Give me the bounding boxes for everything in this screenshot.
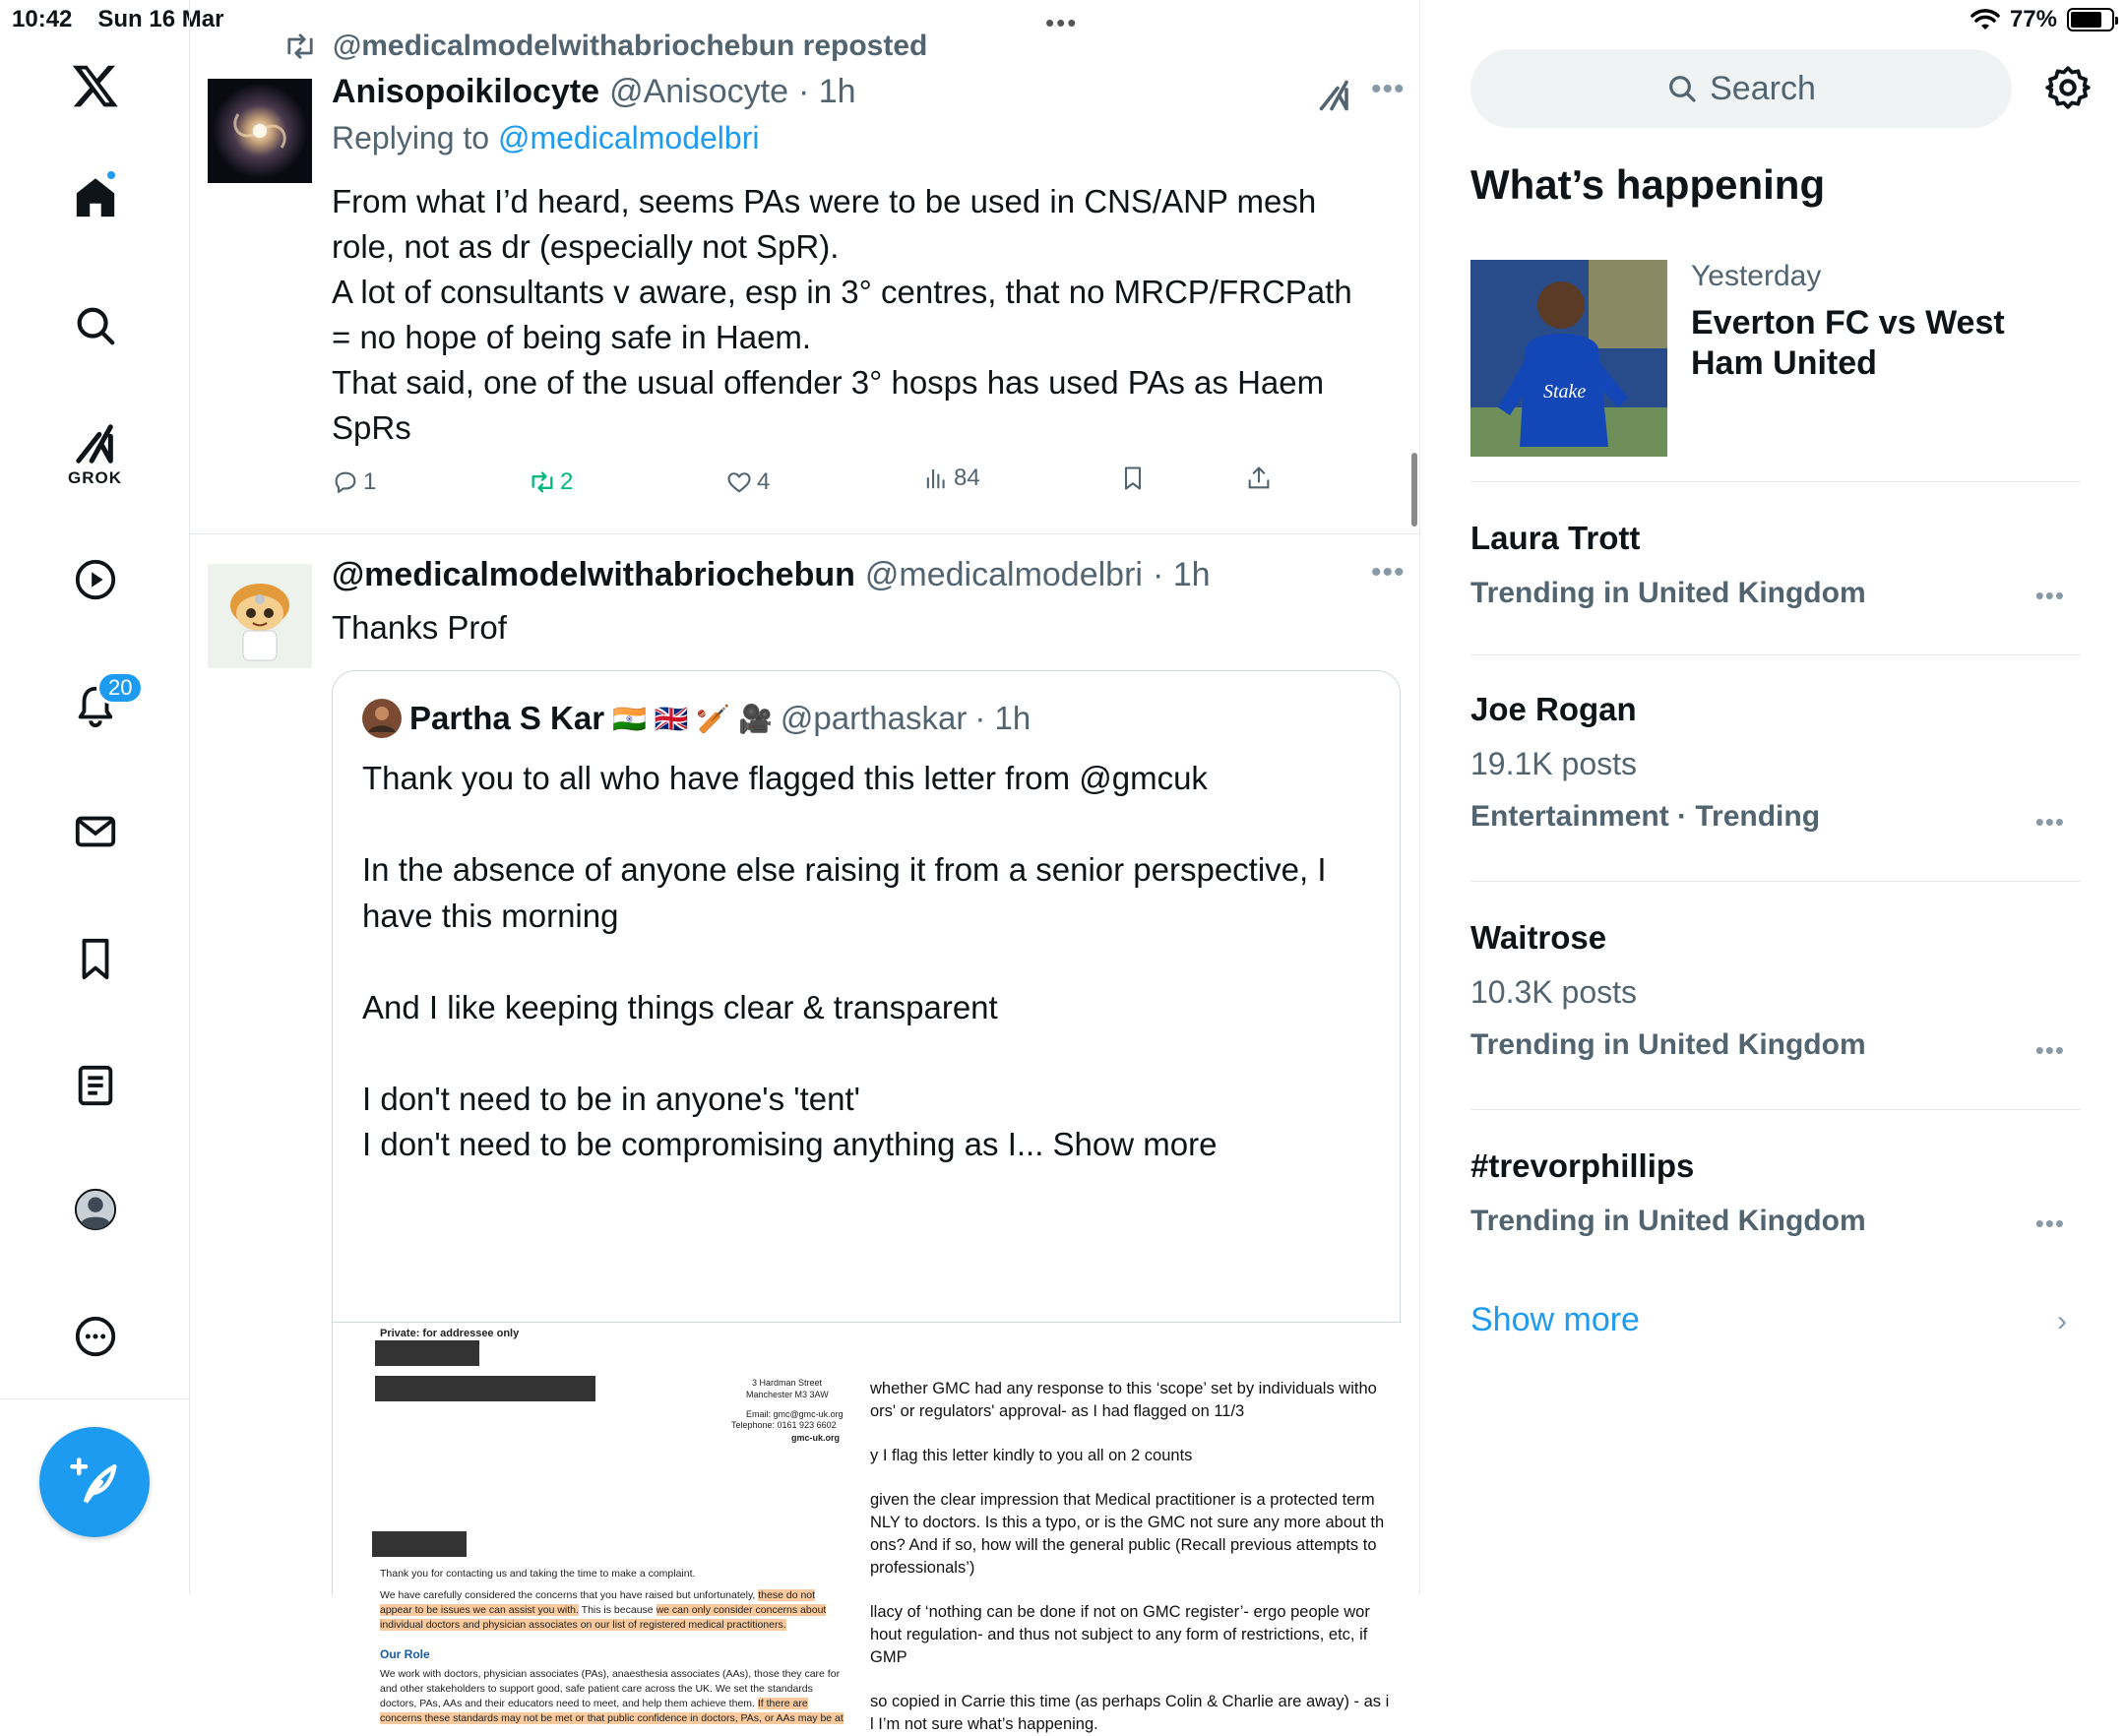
- grok-nav[interactable]: [0, 421, 190, 488]
- trend-name: Laura Trott: [1470, 520, 1641, 556]
- tweet-actions: [332, 465, 1316, 508]
- feed-scrollbar[interactable]: [1411, 453, 1417, 527]
- tweet-header: [332, 556, 1211, 594]
- trend-more-icon[interactable]: •••: [2034, 1209, 2065, 1238]
- grok-label: GROK: [68, 468, 122, 487]
- quote-body: Thank you to all who have flagged this letter from @gmcuk In the absence of anyone else raising it from a senior perspective, I have this morning And I like keeping things clear & transparent I don't need to be in anyone's 'tent' I don't need to be compromising anything as I...: [362, 760, 1327, 1162]
- quote-attached-image[interactable]: [333, 1322, 1402, 1733]
- bookmarks-icon[interactable]: [0, 936, 190, 981]
- note-line: llacy of ‘nothing can be done if not on GMC register’- ergo people wor: [870, 1603, 1370, 1621]
- trend-context: Trending in United Kingdom: [1470, 1205, 1866, 1237]
- repost-label: @medicalmodelwithabriochebun reposted: [333, 30, 928, 62]
- letter-address-2: Manchester M3 3AW: [746, 1390, 829, 1399]
- trend-posts: 19.1K posts: [1470, 746, 1637, 781]
- right-sidebar: [1421, 0, 2126, 1594]
- compose-post-button[interactable]: [39, 1427, 150, 1537]
- repost-count: 2: [560, 468, 574, 495]
- letter-address-1: 3 Hardman Street: [752, 1378, 823, 1388]
- replying-to: [332, 120, 759, 156]
- notes-image: [870, 1323, 1402, 1733]
- video-icon[interactable]: [0, 557, 190, 602]
- x-logo-icon[interactable]: [0, 61, 190, 110]
- note-line: so copied in Carrie this time (as perhaps Colin & Charlie are away) - as i: [870, 1693, 1390, 1710]
- trend-posts: 10.3K posts: [1470, 974, 1637, 1010]
- search-icon[interactable]: [0, 303, 190, 348]
- quote-author-handle[interactable]: @parthaskar: [780, 700, 968, 736]
- letter-para-3-line-1: We work with doctors, physician associates (PAs), anaesthesia associates (AAs), those they care for: [380, 1668, 841, 1680]
- messages-icon[interactable]: [0, 809, 190, 854]
- status-time: 10:42: [12, 6, 73, 32]
- grok-explain-icon[interactable]: [1317, 77, 1352, 114]
- letter-para-2-line-1: We have carefully considered the concerns that you have raised but unfortunately, these do not: [380, 1589, 816, 1601]
- quote-author-name[interactable]: Partha S Kar: [409, 700, 605, 736]
- show-more-trends-link[interactable]: Show more: [1470, 1301, 1640, 1338]
- tweet-medicalmodelbri[interactable]: [190, 534, 1420, 1733]
- letter-phone: Telephone: 0161 923 6602: [731, 1420, 837, 1430]
- trend-context: Trending in United Kingdom: [1470, 1028, 1866, 1061]
- note-line: NLY to doctors. Is this a typo, or is the GMC not sure any more about th: [870, 1514, 1385, 1531]
- avatar-parthaskar[interactable]: [362, 699, 402, 738]
- note-line: l I’m not sure what’s happening.: [870, 1715, 1098, 1733]
- share-button[interactable]: [1245, 465, 1273, 492]
- trend-item[interactable]: [1470, 520, 2081, 655]
- reply-count: 1: [363, 468, 377, 495]
- bookmark-icon: [1119, 465, 1147, 492]
- trend-name: Joe Rogan: [1470, 691, 1637, 727]
- quote-author-flags: 🇮🇳 🇬🇧 🏏 🎥: [612, 703, 773, 734]
- lists-icon[interactable]: [0, 1063, 190, 1108]
- letter-email: Email: gmc@gmc-uk.org: [746, 1409, 844, 1419]
- letter-web: gmc-uk.org: [791, 1433, 841, 1443]
- profile-icon[interactable]: [0, 1187, 190, 1232]
- repost-active-icon: [529, 468, 556, 496]
- note-line: ons? And if so, how will the general public (Recall previous attempts to: [870, 1536, 1377, 1554]
- tweet-more-icon[interactable]: •••: [1371, 556, 1406, 589]
- quote-text: [362, 756, 1366, 1168]
- trend-more-icon[interactable]: •••: [2034, 807, 2065, 837]
- note-line: professionals’): [870, 1559, 975, 1577]
- left-nav: [0, 0, 190, 1594]
- letter-para-1: Thank you for contacting us and taking the time to make a complaint.: [380, 1568, 696, 1580]
- featured-title: Everton FC vs West Ham United: [1691, 304, 2005, 382]
- trend-name: #trevorphillips: [1470, 1147, 1695, 1184]
- reply-icon: [332, 468, 359, 496]
- more-options-icon[interactable]: [0, 1314, 190, 1359]
- notifications-icon[interactable]: [0, 675, 190, 728]
- tweet-time: · 1h: [1152, 556, 1211, 593]
- note-line: hout regulation- and thus not subject to any form of restrictions, etc, if: [870, 1626, 1368, 1643]
- quoted-tweet[interactable]: [332, 670, 1401, 1733]
- tweet-more-icon[interactable]: •••: [1371, 73, 1406, 105]
- trend-item[interactable]: [1470, 919, 2081, 1110]
- trend-name: Waitrose: [1470, 919, 1607, 956]
- home-unread-dot: [107, 171, 115, 179]
- trend-item[interactable]: [1470, 1147, 2081, 1273]
- repost-button[interactable]: [529, 468, 573, 496]
- letter-para-2-line-3: individual doctors and physician associates on our list of registered medical practitioners.: [380, 1619, 786, 1631]
- search-placeholder: Search: [1710, 69, 1816, 107]
- view-count: 84: [954, 465, 980, 491]
- featured-meta: Yesterday: [1691, 260, 1822, 292]
- tweet-anisocyte[interactable]: [190, 0, 1420, 534]
- letter-para-3-line-4: concerns these standards may not be met or that public confidence in doctors, PAs, or AAs may be at: [380, 1712, 844, 1724]
- letter-role-heading: Our Role: [380, 1647, 430, 1661]
- quote-header: [362, 699, 1031, 738]
- trend-more-icon[interactable]: •••: [2034, 1035, 2065, 1065]
- replying-prefix: Replying to: [332, 120, 498, 155]
- featured-image: [1470, 260, 1667, 457]
- note-line: y I flag this letter kindly to you all on 2 counts: [870, 1447, 1193, 1464]
- redaction-bar: [375, 1340, 479, 1366]
- grok-icon: [73, 421, 118, 466]
- multitasking-dots-icon[interactable]: •••: [1045, 8, 1079, 37]
- redaction-bar: [375, 1376, 595, 1401]
- featured-trend[interactable]: [1470, 260, 2081, 482]
- trend-context: Entertainment · Trending: [1470, 800, 1821, 833]
- repost-header: [283, 30, 927, 63]
- author-name[interactable]: @medicalmodelwithabriochebun: [332, 556, 855, 593]
- reply-button[interactable]: [332, 468, 376, 496]
- nav-divider: [0, 1398, 190, 1399]
- share-icon: [1245, 465, 1273, 492]
- status-date: Sun 16 Mar: [97, 6, 224, 32]
- whats-happening-title: What’s happening: [1470, 161, 1826, 208]
- shirt-sponsor-text: Stake: [1543, 381, 1587, 403]
- show-more-link[interactable]: Show more: [1052, 1126, 1218, 1162]
- letter-para-3-line-2: and other stakeholders to support good, safe patient care across the UK. We set the standards: [380, 1683, 813, 1695]
- gmc-letter-image: [333, 1323, 864, 1724]
- repost-icon: [283, 32, 317, 60]
- trend-more-icon[interactable]: •••: [2034, 581, 2065, 610]
- timeline: [190, 0, 1420, 1733]
- chevron-right-icon: ›: [2057, 1305, 2067, 1337]
- search-icon: [1666, 73, 1698, 104]
- note-line: ors' or regulators' approval- as I had flagged on 11/3: [870, 1402, 1245, 1420]
- battery-percent: 77%: [2009, 6, 2057, 32]
- replying-to-link[interactable]: @medicalmodelbri: [497, 120, 760, 155]
- search-bar[interactable]: [1470, 49, 2012, 128]
- letter-private: Private: for addressee only: [380, 1328, 520, 1339]
- author-handle[interactable]: @Anisocyte: [609, 73, 788, 110]
- home-icon[interactable]: [0, 175, 190, 220]
- notifications-badge: 20: [96, 671, 144, 705]
- tweet-text: Thanks Prof: [332, 609, 507, 646]
- trend-context: Trending in United Kingdom: [1470, 577, 1866, 609]
- views-button[interactable]: [922, 465, 980, 492]
- avatar-medicalmodelbri[interactable]: [208, 564, 312, 668]
- quote-time: · 1h: [974, 700, 1032, 736]
- letter-para-3-line-3: doctors, PAs, AAs and their educators need to meet, and help them achieve them. If there are: [380, 1698, 808, 1709]
- note-line: GMP: [870, 1648, 907, 1666]
- like-button[interactable]: [725, 468, 770, 496]
- bookmark-button[interactable]: [1119, 465, 1147, 492]
- tweet-header: [332, 73, 856, 111]
- trend-item[interactable]: [1470, 691, 2081, 882]
- tweet-time: · 1h: [797, 73, 856, 110]
- heart-icon: [725, 468, 753, 496]
- settings-gear-icon[interactable]: [2043, 63, 2093, 112]
- author-name[interactable]: Anisopoikilocyte: [332, 73, 600, 110]
- tweet-text: From what I’d heard, seems PAs were to be used in CNS/ANP mesh role, not as dr (especially not SpR). A lot of consultants v aware, esp in 3° centres, that no MRCP/FRCPath = no hope of being safe in Haem. That said, one of the usual offender 3° hosps has used PAs as Haem SpRs: [332, 183, 1352, 446]
- note-line: whether GMC had any response to this ‘scope’ set by individuals witho: [870, 1380, 1377, 1397]
- compose-feather-icon: [68, 1456, 121, 1509]
- redaction-bar: [372, 1531, 467, 1557]
- views-icon: [922, 465, 950, 492]
- like-count: 4: [757, 468, 771, 495]
- avatar-anisocyte[interactable]: [208, 79, 312, 183]
- note-line: given the clear impression that Medical practitioner is a protected term: [870, 1491, 1375, 1509]
- author-handle[interactable]: @medicalmodelbri: [864, 556, 1143, 593]
- letter-para-2-line-2: appear to be issues we can assist you with. This is because we can only consider concerns about: [380, 1604, 827, 1616]
